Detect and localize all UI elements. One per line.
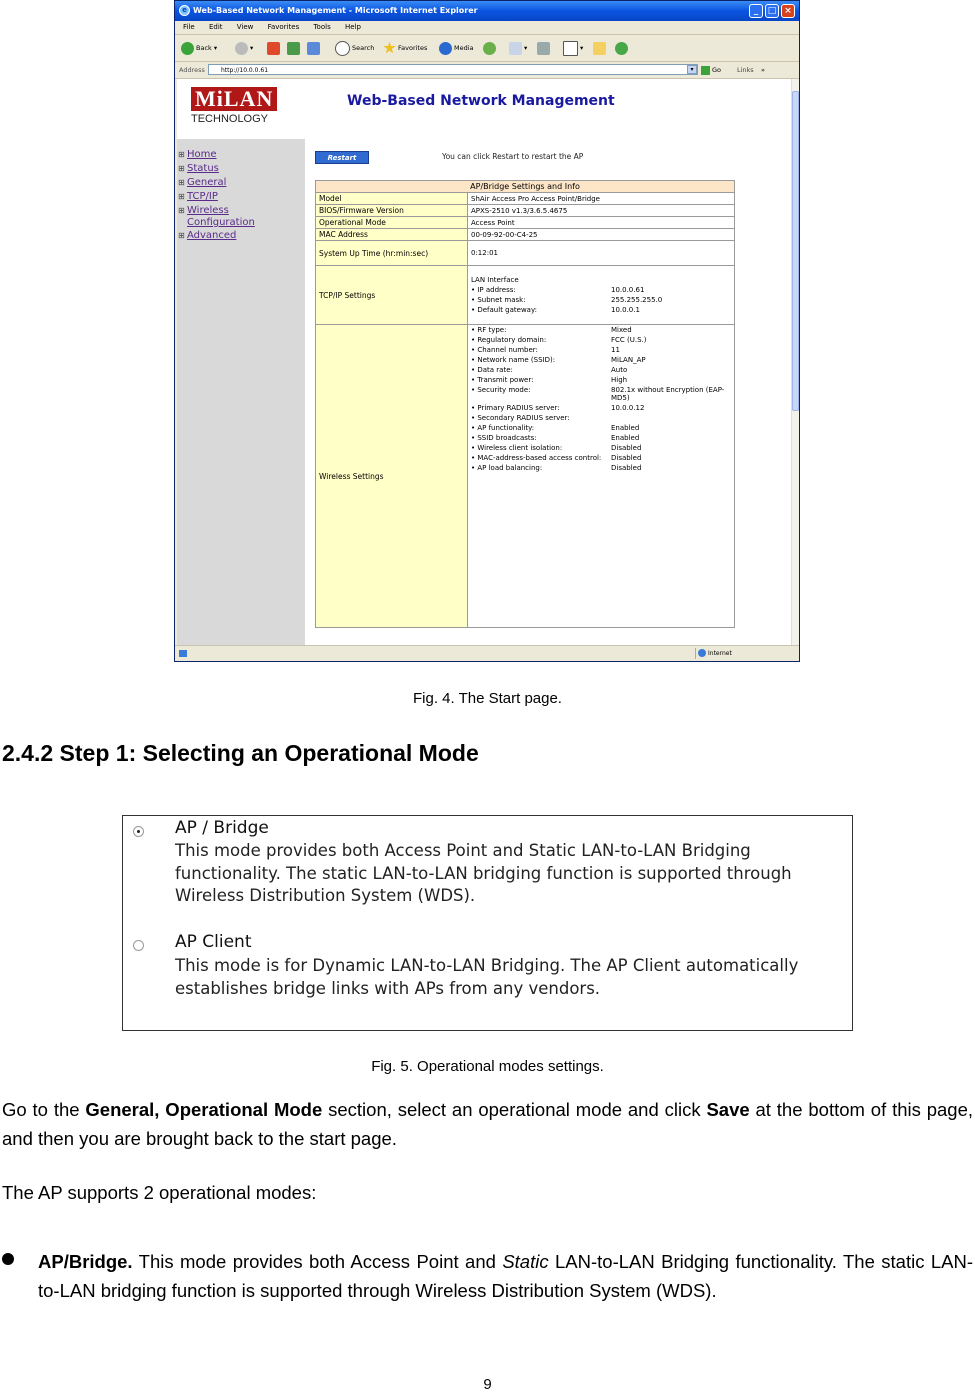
setting-key: • Default gateway: bbox=[471, 306, 611, 314]
sidebar-nav bbox=[177, 139, 305, 646]
home-icon bbox=[307, 42, 320, 55]
window-title: Web-Based Network Management - Microsoft Internet Explorer bbox=[193, 6, 478, 15]
browser-window bbox=[174, 0, 800, 662]
row-label: System Up Time (hr:min:sec) bbox=[316, 241, 468, 266]
setting-value: 255.255.255.0 bbox=[611, 296, 663, 304]
instruction-paragraph: Go to the General, Operational Mode section, select an operational mode and click Save at the bottom of this page, and then you are brought back to the start page. bbox=[2, 1099, 974, 1149]
folder-icon bbox=[593, 42, 606, 55]
setting-key: • Wireless client isolation: bbox=[471, 444, 611, 452]
setting-key: • Security mode: bbox=[471, 386, 611, 402]
home-button[interactable] bbox=[307, 40, 322, 56]
setting-key: • MAC-address-based access control: bbox=[471, 454, 611, 462]
forward-arrow-icon bbox=[235, 42, 248, 55]
ap-client-title: AP Client bbox=[175, 932, 252, 952]
tcpip-values bbox=[468, 266, 735, 325]
scrollbar-thumb[interactable] bbox=[792, 91, 799, 411]
modes-intro: The AP supports 2 operational modes: bbox=[2, 1182, 317, 1203]
globe-icon bbox=[698, 649, 706, 657]
print-button[interactable] bbox=[537, 40, 552, 56]
row-value: Access Point bbox=[468, 217, 735, 229]
row-value: APXS-2510 v1.3/3.6.5.4675 bbox=[468, 205, 735, 217]
links-button[interactable]: Links bbox=[737, 66, 754, 74]
history-icon bbox=[483, 42, 496, 55]
wireless-list bbox=[471, 326, 731, 472]
page-number: 9 bbox=[483, 1376, 492, 1393]
nav-advanced[interactable]: ⊞ Advanced bbox=[177, 229, 305, 243]
operational-modes-figure bbox=[122, 815, 853, 1031]
ap-bridge-description: This mode provides both Access Point and Static LAN-to-LAN Bridging functionality. The static LAN-to-LAN bridging function is supported through Wireless Distribution System (WDS). bbox=[175, 841, 792, 905]
forward-button[interactable]: ▾ bbox=[235, 40, 253, 56]
row-value: ShAir Access Pro Access Point/Bridge bbox=[468, 193, 735, 205]
setting-key: • Regulatory domain: bbox=[471, 336, 611, 344]
ap-bridge-title: AP / Bridge bbox=[175, 818, 269, 838]
setting-value: 10.0.0.61 bbox=[611, 286, 645, 294]
setting-value: 11 bbox=[611, 346, 620, 354]
setting-value: Enabled bbox=[611, 424, 640, 432]
address-bar bbox=[175, 62, 799, 79]
setting-key: • Network name (SSID): bbox=[471, 356, 611, 364]
row-label: MAC Address bbox=[316, 229, 468, 241]
print-icon bbox=[537, 42, 550, 55]
ap-bridge-radio[interactable] bbox=[133, 826, 144, 837]
nav-home[interactable]: ⊞ Home bbox=[177, 148, 305, 162]
setting-key: • Subnet mask: bbox=[471, 296, 611, 304]
row-value: 00-09-92-00-C4-25 bbox=[468, 229, 735, 241]
ap-client-radio[interactable] bbox=[133, 940, 144, 951]
nav-general[interactable]: ⊞ General bbox=[177, 176, 305, 190]
row-label: BIOS/Firmware Version bbox=[316, 205, 468, 217]
refresh-icon bbox=[287, 42, 300, 55]
edit-button[interactable]: ▾ bbox=[563, 40, 583, 56]
search-button[interactable]: Search bbox=[335, 40, 374, 56]
favorites-button[interactable]: Favorites bbox=[383, 40, 427, 56]
setting-value: Disabled bbox=[611, 444, 642, 452]
menu-file[interactable]: File bbox=[183, 23, 195, 31]
setting-value: Enabled bbox=[611, 434, 640, 442]
go-button[interactable]: Go bbox=[701, 62, 721, 78]
tcpip-list bbox=[471, 286, 731, 314]
setting-key: • AP functionality: bbox=[471, 424, 611, 432]
setting-value: Auto bbox=[611, 366, 628, 374]
setting-key: • IP address: bbox=[471, 286, 611, 294]
restart-message: You can click Restart to restart the AP bbox=[442, 152, 584, 161]
setting-value: Disabled bbox=[611, 464, 642, 472]
refresh-button[interactable] bbox=[287, 40, 302, 56]
media-button[interactable]: Media bbox=[439, 40, 474, 56]
menu-bar bbox=[175, 21, 799, 35]
lan-interface-title: LAN Interface bbox=[471, 276, 519, 284]
zone-indicator: Internet bbox=[695, 648, 798, 659]
media-icon bbox=[439, 42, 452, 55]
setting-key: • RF type: bbox=[471, 326, 611, 334]
settings-table bbox=[315, 180, 735, 628]
menu-help[interactable]: Help bbox=[344, 23, 361, 31]
menu-edit[interactable]: Edit bbox=[208, 23, 223, 31]
setting-value: MiLAN_AP bbox=[611, 356, 646, 364]
setting-key: • Channel number: bbox=[471, 346, 611, 354]
setting-key: • Data rate: bbox=[471, 366, 611, 374]
nav-tcpip[interactable]: ⊞ TCP/IP bbox=[177, 190, 305, 204]
webpage-heading: Web-Based Network Management bbox=[347, 93, 615, 109]
maximize-icon[interactable]: □ bbox=[765, 4, 779, 18]
menu-tools[interactable]: Tools bbox=[313, 23, 331, 31]
setting-key: • Secondary RADIUS server: bbox=[471, 414, 611, 422]
setting-value: Mixed bbox=[611, 326, 632, 334]
setting-value: 802.1x without Encryption (EAP-MD5) bbox=[611, 386, 725, 402]
vertical-scrollbar[interactable] bbox=[791, 79, 799, 646]
mail-icon bbox=[509, 42, 522, 55]
address-input[interactable]: http://10.0.0.61 bbox=[208, 64, 698, 75]
search-icon bbox=[335, 41, 350, 56]
word-icon bbox=[563, 41, 578, 56]
menu-view[interactable]: View bbox=[236, 23, 254, 31]
setting-value: 10.0.0.12 bbox=[611, 404, 645, 412]
toolbar bbox=[175, 35, 799, 62]
section-heading: 2.4.2 Step 1: Selecting an Operational Mode bbox=[2, 740, 479, 766]
wireless-values bbox=[468, 325, 735, 628]
minimize-icon[interactable]: _ bbox=[749, 4, 763, 18]
webpage bbox=[177, 79, 791, 646]
setting-value bbox=[611, 414, 731, 422]
bullet-ap-bridge: AP/Bridge. This mode provides both Access Point and Static LAN-to-LAN Bridging functionality. The static LAN-to-LAN bridging function is supported through Wireless Distribution System (WDS). bbox=[38, 1251, 973, 1301]
wireless-label: Wireless Settings bbox=[316, 325, 468, 628]
stop-button[interactable] bbox=[267, 40, 282, 56]
row-value: 0:12:01 bbox=[468, 241, 735, 266]
close-icon[interactable]: × bbox=[781, 4, 795, 18]
window-titlebar bbox=[175, 1, 799, 21]
back-arrow-icon bbox=[181, 42, 194, 55]
mail-button[interactable]: ▾ bbox=[509, 40, 527, 56]
tcpip-label: TCP/IP Settings bbox=[316, 266, 468, 325]
milan-logo: MiLAN TECHNOLOGY bbox=[191, 87, 291, 127]
history-button[interactable] bbox=[483, 40, 498, 56]
setting-key: • Transmit power: bbox=[471, 376, 611, 384]
star-icon bbox=[383, 42, 396, 55]
row-label: Operational Mode bbox=[316, 217, 468, 229]
restart-button[interactable]: Restart bbox=[315, 151, 369, 164]
nav-status[interactable]: ⊞ Status bbox=[177, 162, 305, 176]
back-button[interactable]: Back ▾ bbox=[181, 40, 217, 56]
fig4-caption: Fig. 4. The Start page. bbox=[413, 690, 562, 707]
setting-value: 10.0.0.1 bbox=[611, 306, 640, 314]
messenger-icon bbox=[615, 42, 628, 55]
bullet-icon bbox=[2, 1253, 14, 1265]
status-bar bbox=[175, 645, 799, 661]
ap-client-description: This mode is for Dynamic LAN-to-LAN Bridging. The AP Client automatically establishes bridge links with APs from any vendors. bbox=[175, 956, 799, 998]
fig5-caption: Fig. 5. Operational modes settings. bbox=[371, 1058, 604, 1075]
menu-favorites[interactable]: Favorites bbox=[267, 23, 300, 31]
setting-value: Disabled bbox=[611, 454, 642, 462]
address-label: Address bbox=[179, 66, 205, 74]
setting-value: High bbox=[611, 376, 628, 384]
chevron-right-icon[interactable]: » bbox=[761, 66, 765, 74]
address-dropdown-icon[interactable]: ▾ bbox=[687, 65, 697, 74]
page-done-icon bbox=[179, 650, 187, 657]
nav-wireless[interactable]: ⊞ Wireless Configuration bbox=[177, 205, 269, 229]
ie-icon: e bbox=[179, 5, 190, 16]
go-arrow-icon bbox=[701, 66, 710, 75]
setting-value: FCC (U.S.) bbox=[611, 336, 647, 344]
setting-key: • Primary RADIUS server: bbox=[471, 404, 611, 412]
messenger-button[interactable] bbox=[615, 40, 630, 56]
table-header: AP/Bridge Settings and Info bbox=[316, 181, 735, 193]
stop-icon bbox=[267, 42, 280, 55]
row-label: Model bbox=[316, 193, 468, 205]
setting-key: • SSID broadcasts: bbox=[471, 434, 611, 442]
setting-key: • AP load balancing: bbox=[471, 464, 611, 472]
discuss-button[interactable] bbox=[593, 40, 608, 56]
